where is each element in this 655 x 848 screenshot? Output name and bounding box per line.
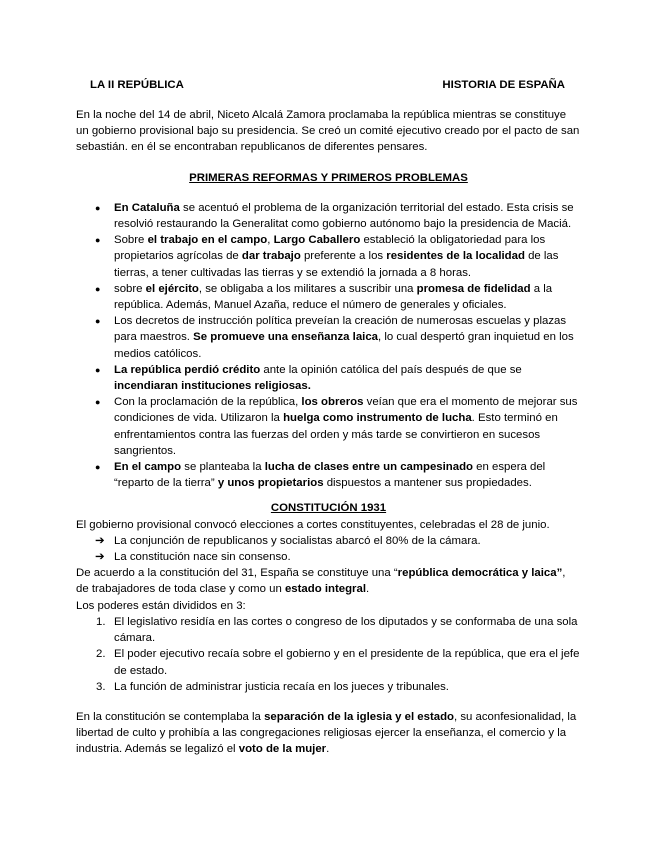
bullet-item: ● Sobre el trabajo en el campo, Largo Caballero estableció la obligatoriedad para los propietarios agrícolas de dar trabajo preferente a los residentes de la localidad de las tierras, a tener cultivadas las tierras y se extendió la jornada a 8 horas. [76,232,581,281]
bullet-item: ● La república perdió crédito ante la opinión católica del país después de que se incendiaran instituciones religiosas. [76,362,581,394]
constitution-definition: De acuerdo a la constitución del 31, España se constituye una “república democrática y laica”, de trabajadores de toda clase y como un estado integral. [76,567,566,596]
intro-paragraph: En la noche del 14 de abril, Niceto Alcalá Zamora proclamaba la república mientras se constituye un gobierno provisional bajo su presidencia. Se creó un comité ejecutivo creado por el pacto de san sebastián. en él se encontraban republicanos de diferentes pensares. [76,109,580,154]
numbered-item: 1. El legislativo residía en las cortes o congreso de los diputados y se conformaba de una sola cámara. [96,615,578,645]
numbered-item: 2. El poder ejecutivo recaía sobre el gobierno y en el presidente de la república, que era el jefe de estado. [96,648,580,677]
document-body [76,107,581,758]
bullet-item: ● En el campo se planteaba la lucha de clases entre un campesinado en espera del “reparto de la tierra” y unos propietarios dispuestos a mantener sus propiedades. [76,459,581,491]
reforms-bullet-list [76,200,581,492]
bullet-item: ● Los decretos de instrucción política preveían la creación de numerosas escuelas y plazas para maestros. Se promueve una enseñanza laica, lo cual despertó gran inquietud en los medios católicos. [76,313,581,362]
bullet-item: ● En Cataluña se acentuó el problema de la organización territorial del estado. Esta crisis se resolvió restaurando la Generalitat como gobierno autónomo bajo la presidencia de Maciá. [76,200,581,232]
constitution-arrow-list [76,533,581,565]
powers-numbered-list [76,614,581,695]
arrow-right-icon: ➔ [95,551,105,564]
constitution-intro: El gobierno provisional convocó elecciones a cortes constituyentes, celebradas el 28 de junio. [76,518,550,531]
bullet-item: ● Con la proclamación de la república, los obreros veían que era el momento de mejorar sus condiciones de vida. Utilizaron la huelga como instrumento de lucha. Esto terminó en enfrentamientos contra las fuerzas del orden y más tarde se convirtieron en sucesos sangrientos. [76,394,581,459]
bullet-item: ● sobre el ejército, se obligaba a los militares a suscribir una promesa de fidelidad a la república. Además, Manuel Azaña, reduce el número de generales y oficiales. [76,281,581,313]
subject-label: HISTORIA DE ESPAÑA [442,79,565,91]
closing-paragraph: En la constitución se contemplaba la separación de la iglesia y el estado, su aconfesionalidad, la libertad de culto y prohibía a las congregaciones religiosas ejercer la enseñanza, el comercio y la industria. Además se legalizó el voto de la mujer. [76,710,577,756]
numbered-item: 3. La función de administrar justicia recaía en los jueces y tribunales. [96,680,449,693]
powers-intro: Los poderes están divididos en 3: [76,599,246,612]
arrow-item: ➔ La conjunción de republicanos y socialistas abarcó el 80% de la cámara. [76,533,581,549]
spacer [76,695,581,709]
arrow-item: ➔ La constitución nace sin consenso. [76,549,581,565]
section-heading-constitution: CONSTITUCIÓN 1931 [270,502,387,515]
section-heading-reforms: PRIMERAS REFORMAS Y PRIMEROS PROBLEMAS [189,171,468,184]
page-header [90,77,565,93]
arrow-right-icon: ➔ [95,534,105,547]
document-title: LA II REPÚBLICA [90,79,184,91]
